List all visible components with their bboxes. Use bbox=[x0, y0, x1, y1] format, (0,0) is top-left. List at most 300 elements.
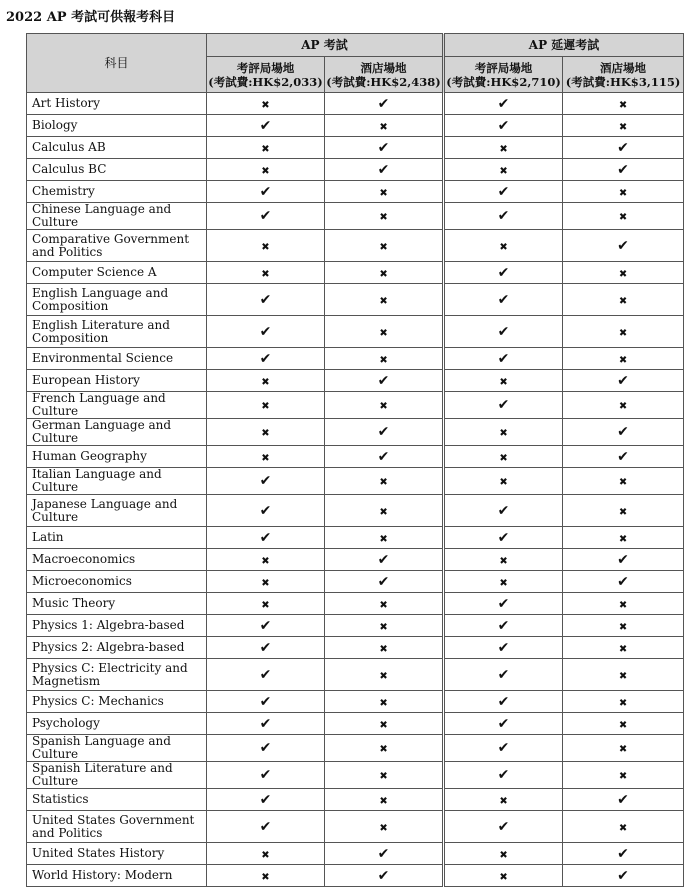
availability-cell bbox=[563, 549, 684, 571]
checkmark-icon: ✔ bbox=[377, 161, 390, 178]
availability-cell bbox=[207, 571, 325, 593]
checkmark-icon: ✔ bbox=[259, 639, 272, 656]
cross-icon: ✖ bbox=[618, 621, 628, 633]
availability-cell bbox=[207, 843, 325, 865]
venue-header-hotel-regular bbox=[325, 57, 444, 93]
table-row bbox=[27, 659, 684, 691]
cross-icon: ✖ bbox=[261, 376, 270, 388]
cross-icon: ✖ bbox=[499, 143, 508, 155]
availability-cell bbox=[444, 637, 563, 659]
cross-icon: ✖ bbox=[499, 577, 508, 589]
checkmark-icon: ✔ bbox=[377, 551, 390, 568]
table-row bbox=[27, 446, 684, 468]
availability-cell bbox=[563, 691, 684, 713]
table-row bbox=[27, 571, 684, 593]
subject-name: Microeconomics bbox=[27, 571, 207, 593]
availability-cell bbox=[563, 527, 684, 549]
availability-cell bbox=[325, 495, 444, 527]
availability-cell bbox=[563, 637, 684, 659]
subject-name: Human Geography bbox=[27, 446, 207, 468]
availability-cell bbox=[325, 181, 444, 203]
table-row bbox=[27, 419, 684, 446]
availability-cell bbox=[325, 446, 444, 468]
subject-name: Physics C: Electricity and Magnetism bbox=[27, 659, 207, 691]
subject-name: Music Theory bbox=[27, 593, 207, 615]
subjects-table bbox=[26, 33, 684, 887]
cross-icon: ✖ bbox=[261, 452, 270, 464]
cross-icon: ✖ bbox=[618, 187, 628, 199]
venue-fee: (考試費:HK$3,115) bbox=[565, 74, 681, 89]
availability-cell bbox=[444, 468, 563, 495]
availability-cell bbox=[325, 843, 444, 865]
subject-name: Macroeconomics bbox=[27, 549, 207, 571]
availability-cell bbox=[444, 571, 563, 593]
cross-icon: ✖ bbox=[379, 295, 388, 307]
availability-cell bbox=[563, 865, 684, 887]
availability-cell bbox=[444, 392, 563, 419]
checkmark-icon: ✔ bbox=[259, 791, 272, 808]
cross-icon: ✖ bbox=[618, 533, 628, 545]
availability-cell bbox=[563, 735, 684, 762]
availability-cell bbox=[207, 735, 325, 762]
availability-cell bbox=[207, 93, 325, 115]
availability-cell bbox=[207, 495, 325, 527]
table-row bbox=[27, 230, 684, 262]
subject-name: French Language and Culture bbox=[27, 392, 207, 419]
availability-cell bbox=[207, 691, 325, 713]
checkmark-icon: ✔ bbox=[497, 595, 510, 612]
cross-icon: ✖ bbox=[379, 719, 388, 731]
availability-cell bbox=[444, 446, 563, 468]
table-row bbox=[27, 843, 684, 865]
checkmark-icon: ✔ bbox=[259, 818, 272, 835]
cross-icon: ✖ bbox=[261, 871, 270, 883]
subject-name: Biology bbox=[27, 115, 207, 137]
availability-cell bbox=[325, 713, 444, 735]
availability-cell bbox=[444, 735, 563, 762]
availability-cell bbox=[325, 137, 444, 159]
availability-cell bbox=[325, 762, 444, 789]
checkmark-icon: ✔ bbox=[259, 117, 272, 134]
checkmark-icon: ✔ bbox=[617, 237, 629, 254]
availability-cell bbox=[325, 865, 444, 887]
availability-cell bbox=[444, 593, 563, 615]
table-row bbox=[27, 468, 684, 495]
cross-icon: ✖ bbox=[379, 621, 388, 633]
availability-cell bbox=[325, 115, 444, 137]
table-row bbox=[27, 181, 684, 203]
venue-header-hotel-late bbox=[563, 57, 684, 93]
cross-icon: ✖ bbox=[379, 599, 388, 611]
subject-name: Statistics bbox=[27, 789, 207, 811]
availability-cell bbox=[444, 348, 563, 370]
checkmark-icon: ✔ bbox=[259, 693, 272, 710]
table-row bbox=[27, 549, 684, 571]
cross-icon: ✖ bbox=[379, 670, 388, 682]
availability-cell bbox=[325, 571, 444, 593]
cross-icon: ✖ bbox=[618, 99, 628, 111]
subject-name: Computer Science A bbox=[27, 262, 207, 284]
checkmark-icon: ✔ bbox=[497, 291, 510, 308]
availability-cell bbox=[563, 284, 684, 316]
availability-cell bbox=[325, 230, 444, 262]
checkmark-icon: ✔ bbox=[497, 183, 510, 200]
subject-name: Latin bbox=[27, 527, 207, 549]
checkmark-icon: ✔ bbox=[497, 397, 510, 413]
availability-cell bbox=[563, 370, 684, 392]
table-row bbox=[27, 203, 684, 230]
availability-cell bbox=[325, 284, 444, 316]
subject-name: English Language and Composition bbox=[27, 284, 207, 316]
availability-cell bbox=[325, 549, 444, 571]
cross-icon: ✖ bbox=[261, 599, 270, 611]
availability-cell bbox=[563, 115, 684, 137]
availability-cell bbox=[207, 468, 325, 495]
availability-cell bbox=[444, 115, 563, 137]
availability-cell bbox=[207, 615, 325, 637]
checkmark-icon: ✔ bbox=[377, 573, 390, 590]
availability-cell bbox=[325, 203, 444, 230]
table-row bbox=[27, 865, 684, 887]
checkmark-icon: ✔ bbox=[259, 183, 272, 200]
availability-cell bbox=[207, 549, 325, 571]
availability-cell bbox=[207, 713, 325, 735]
cross-icon: ✖ bbox=[499, 165, 508, 177]
subject-name: Art History bbox=[27, 93, 207, 115]
availability-cell bbox=[325, 659, 444, 691]
table-row bbox=[27, 93, 684, 115]
availability-cell bbox=[325, 468, 444, 495]
availability-cell bbox=[207, 392, 325, 419]
cross-icon: ✖ bbox=[379, 187, 388, 199]
subject-name: Psychology bbox=[27, 713, 207, 735]
subject-name: Spanish Literature and Culture bbox=[27, 762, 207, 789]
availability-cell bbox=[563, 181, 684, 203]
table-row bbox=[27, 392, 684, 419]
availability-cell bbox=[563, 203, 684, 230]
checkmark-icon: ✔ bbox=[497, 818, 510, 835]
availability-cell bbox=[563, 392, 684, 419]
cross-icon: ✖ bbox=[261, 165, 270, 177]
cross-icon: ✖ bbox=[261, 428, 270, 439]
cross-icon: ✖ bbox=[618, 670, 628, 682]
availability-cell bbox=[444, 789, 563, 811]
availability-cell bbox=[444, 284, 563, 316]
availability-cell bbox=[444, 93, 563, 115]
availability-cell bbox=[207, 446, 325, 468]
availability-cell bbox=[563, 419, 684, 446]
subject-name: Chemistry bbox=[27, 181, 207, 203]
availability-cell bbox=[207, 284, 325, 316]
cross-icon: ✖ bbox=[499, 428, 508, 439]
availability-cell bbox=[207, 181, 325, 203]
checkmark-icon: ✔ bbox=[497, 95, 510, 112]
availability-cell bbox=[207, 865, 325, 887]
cross-icon: ✖ bbox=[618, 643, 628, 655]
table-row bbox=[27, 137, 684, 159]
cross-icon: ✖ bbox=[499, 376, 508, 388]
availability-cell bbox=[325, 811, 444, 843]
availability-cell bbox=[207, 262, 325, 284]
table-row bbox=[27, 762, 684, 789]
cross-icon: ✖ bbox=[379, 643, 388, 655]
subject-name: Chinese Language and Culture bbox=[27, 203, 207, 230]
venue-name: 考評局場地 bbox=[474, 60, 533, 75]
availability-cell bbox=[444, 811, 563, 843]
checkmark-icon: ✔ bbox=[377, 448, 390, 465]
cross-icon: ✖ bbox=[499, 452, 508, 464]
cross-icon: ✖ bbox=[261, 577, 270, 589]
cross-icon: ✖ bbox=[379, 697, 388, 709]
table-row bbox=[27, 115, 684, 137]
checkmark-icon: ✔ bbox=[497, 117, 510, 134]
availability-cell bbox=[325, 392, 444, 419]
cross-icon: ✖ bbox=[618, 599, 628, 611]
subject-name: German Language and Culture bbox=[27, 419, 207, 446]
table-row bbox=[27, 691, 684, 713]
table-row bbox=[27, 637, 684, 659]
checkmark-icon: ✔ bbox=[497, 350, 510, 367]
checkmark-icon: ✔ bbox=[377, 372, 390, 389]
checkmark-icon: ✔ bbox=[497, 767, 510, 783]
cross-icon: ✖ bbox=[379, 822, 388, 834]
cross-icon: ✖ bbox=[379, 795, 388, 807]
checkmark-icon: ✔ bbox=[259, 323, 272, 340]
availability-cell bbox=[444, 159, 563, 181]
availability-cell bbox=[207, 593, 325, 615]
subject-column-header: 科目 bbox=[27, 34, 207, 93]
subject-name: Italian Language and Culture bbox=[27, 468, 207, 495]
availability-cell bbox=[325, 348, 444, 370]
availability-cell bbox=[563, 468, 684, 495]
availability-cell bbox=[207, 419, 325, 446]
cross-icon: ✖ bbox=[261, 99, 270, 111]
venue-name: 酒店場地 bbox=[360, 60, 407, 75]
checkmark-icon: ✔ bbox=[377, 845, 390, 862]
venue-header-hkeaa-late bbox=[444, 57, 563, 93]
cross-icon: ✖ bbox=[379, 241, 388, 253]
availability-cell bbox=[325, 370, 444, 392]
venue-fee: (考試費:HK$2,438) bbox=[326, 74, 441, 89]
checkmark-icon: ✔ bbox=[617, 551, 629, 568]
availability-cell bbox=[444, 262, 563, 284]
cross-icon: ✖ bbox=[618, 744, 628, 755]
checkmark-icon: ✔ bbox=[259, 473, 272, 489]
table-row bbox=[27, 527, 684, 549]
checkmark-icon: ✔ bbox=[377, 139, 390, 156]
checkmark-icon: ✔ bbox=[617, 845, 629, 862]
availability-cell bbox=[325, 419, 444, 446]
availability-cell bbox=[207, 527, 325, 549]
checkmark-icon: ✔ bbox=[617, 139, 629, 156]
subject-name: Japanese Language and Culture bbox=[27, 495, 207, 527]
subject-name: Calculus BC bbox=[27, 159, 207, 181]
checkmark-icon: ✔ bbox=[259, 208, 272, 224]
availability-cell bbox=[325, 159, 444, 181]
subject-name: Physics C: Mechanics bbox=[27, 691, 207, 713]
subject-name: Physics 1: Algebra-based bbox=[27, 615, 207, 637]
availability-cell bbox=[325, 262, 444, 284]
availability-cell bbox=[563, 615, 684, 637]
availability-cell bbox=[207, 762, 325, 789]
checkmark-icon: ✔ bbox=[377, 867, 390, 884]
availability-cell bbox=[444, 615, 563, 637]
availability-cell bbox=[563, 348, 684, 370]
cross-icon: ✖ bbox=[379, 268, 388, 280]
availability-cell bbox=[563, 159, 684, 181]
table-header bbox=[27, 34, 684, 93]
cross-icon: ✖ bbox=[261, 849, 270, 861]
availability-cell bbox=[563, 446, 684, 468]
subject-name: Environmental Science bbox=[27, 348, 207, 370]
availability-cell bbox=[563, 571, 684, 593]
venue-fee: (考試費:HK$2,710) bbox=[446, 74, 561, 89]
availability-cell bbox=[325, 316, 444, 348]
cross-icon: ✖ bbox=[261, 401, 270, 412]
availability-cell bbox=[563, 495, 684, 527]
checkmark-icon: ✔ bbox=[617, 791, 629, 808]
checkmark-icon: ✔ bbox=[617, 161, 629, 178]
availability-cell bbox=[563, 593, 684, 615]
cross-icon: ✖ bbox=[618, 327, 628, 339]
checkmark-icon: ✔ bbox=[617, 573, 629, 590]
venue-header-hkeaa-regular bbox=[207, 57, 325, 93]
availability-cell bbox=[325, 527, 444, 549]
ap-late-exam-group-header: AP 延遲考試 bbox=[444, 34, 684, 57]
venue-fee: (考試費:HK$2,033) bbox=[208, 74, 323, 89]
cross-icon: ✖ bbox=[261, 241, 270, 253]
availability-cell bbox=[207, 230, 325, 262]
cross-icon: ✖ bbox=[379, 477, 388, 488]
availability-cell bbox=[444, 762, 563, 789]
availability-cell bbox=[444, 370, 563, 392]
cross-icon: ✖ bbox=[379, 506, 388, 518]
cross-icon: ✖ bbox=[618, 506, 628, 518]
cross-icon: ✖ bbox=[499, 795, 508, 807]
cross-icon: ✖ bbox=[379, 121, 388, 133]
cross-icon: ✖ bbox=[618, 354, 628, 366]
table-row bbox=[27, 262, 684, 284]
checkmark-icon: ✔ bbox=[259, 617, 272, 634]
availability-cell bbox=[444, 659, 563, 691]
cross-icon: ✖ bbox=[499, 555, 508, 567]
availability-cell bbox=[563, 316, 684, 348]
venue-name: 酒店場地 bbox=[600, 60, 647, 75]
availability-cell bbox=[325, 789, 444, 811]
cross-icon: ✖ bbox=[618, 268, 628, 280]
checkmark-icon: ✔ bbox=[497, 666, 510, 683]
availability-cell bbox=[563, 137, 684, 159]
availability-cell bbox=[563, 93, 684, 115]
table-row bbox=[27, 316, 684, 348]
checkmark-icon: ✔ bbox=[617, 867, 629, 884]
table-row bbox=[27, 370, 684, 392]
cross-icon: ✖ bbox=[379, 771, 388, 782]
availability-cell bbox=[207, 137, 325, 159]
checkmark-icon: ✔ bbox=[617, 448, 629, 465]
cross-icon: ✖ bbox=[379, 354, 388, 366]
subject-name: World History: Modern bbox=[27, 865, 207, 887]
subject-name: United States History bbox=[27, 843, 207, 865]
availability-cell bbox=[444, 865, 563, 887]
checkmark-icon: ✔ bbox=[497, 502, 510, 519]
availability-cell bbox=[444, 843, 563, 865]
availability-cell bbox=[207, 370, 325, 392]
subject-name: European History bbox=[27, 370, 207, 392]
availability-cell bbox=[563, 811, 684, 843]
table-row bbox=[27, 593, 684, 615]
cross-icon: ✖ bbox=[618, 121, 628, 133]
availability-cell bbox=[563, 789, 684, 811]
cross-icon: ✖ bbox=[499, 477, 508, 488]
subject-name: Comparative Government and Politics bbox=[27, 230, 207, 262]
cross-icon: ✖ bbox=[618, 719, 628, 731]
cross-icon: ✖ bbox=[499, 871, 508, 883]
cross-icon: ✖ bbox=[499, 241, 508, 253]
checkmark-icon: ✔ bbox=[497, 715, 510, 732]
availability-cell bbox=[207, 789, 325, 811]
checkmark-icon: ✔ bbox=[617, 372, 629, 389]
table-row bbox=[27, 615, 684, 637]
availability-cell bbox=[444, 181, 563, 203]
availability-cell bbox=[444, 495, 563, 527]
cross-icon: ✖ bbox=[618, 295, 628, 307]
availability-cell bbox=[207, 316, 325, 348]
table-row bbox=[27, 159, 684, 181]
availability-cell bbox=[207, 637, 325, 659]
availability-cell bbox=[207, 348, 325, 370]
cross-icon: ✖ bbox=[261, 268, 270, 280]
availability-cell bbox=[444, 137, 563, 159]
ap-exam-group-header: AP 考試 bbox=[207, 34, 444, 57]
checkmark-icon: ✔ bbox=[497, 693, 510, 710]
cross-icon: ✖ bbox=[379, 212, 388, 223]
cross-icon: ✖ bbox=[379, 533, 388, 545]
availability-cell bbox=[207, 159, 325, 181]
availability-cell bbox=[444, 713, 563, 735]
table-row bbox=[27, 811, 684, 843]
checkmark-icon: ✔ bbox=[497, 617, 510, 634]
availability-cell bbox=[325, 593, 444, 615]
subject-name: Physics 2: Algebra-based bbox=[27, 637, 207, 659]
checkmark-icon: ✔ bbox=[497, 639, 510, 656]
checkmark-icon: ✔ bbox=[497, 264, 510, 281]
venue-name: 考評局場地 bbox=[236, 60, 295, 75]
availability-cell bbox=[563, 843, 684, 865]
cross-icon: ✖ bbox=[379, 744, 388, 755]
availability-cell bbox=[325, 615, 444, 637]
availability-cell bbox=[444, 691, 563, 713]
checkmark-icon: ✔ bbox=[259, 502, 272, 519]
cross-icon: ✖ bbox=[618, 697, 628, 709]
checkmark-icon: ✔ bbox=[377, 424, 390, 440]
availability-cell bbox=[444, 419, 563, 446]
checkmark-icon: ✔ bbox=[497, 740, 510, 756]
checkmark-icon: ✔ bbox=[497, 529, 510, 546]
availability-cell bbox=[444, 549, 563, 571]
checkmark-icon: ✔ bbox=[259, 666, 272, 683]
availability-cell bbox=[563, 230, 684, 262]
table-row bbox=[27, 495, 684, 527]
table-row bbox=[27, 735, 684, 762]
availability-cell bbox=[325, 637, 444, 659]
page-title: 2022 AP 考試可供報考科目 bbox=[6, 10, 176, 25]
table-row bbox=[27, 789, 684, 811]
availability-cell bbox=[444, 230, 563, 262]
subject-name: United States Government and Politics bbox=[27, 811, 207, 843]
availability-cell bbox=[207, 203, 325, 230]
checkmark-icon: ✔ bbox=[497, 323, 510, 340]
